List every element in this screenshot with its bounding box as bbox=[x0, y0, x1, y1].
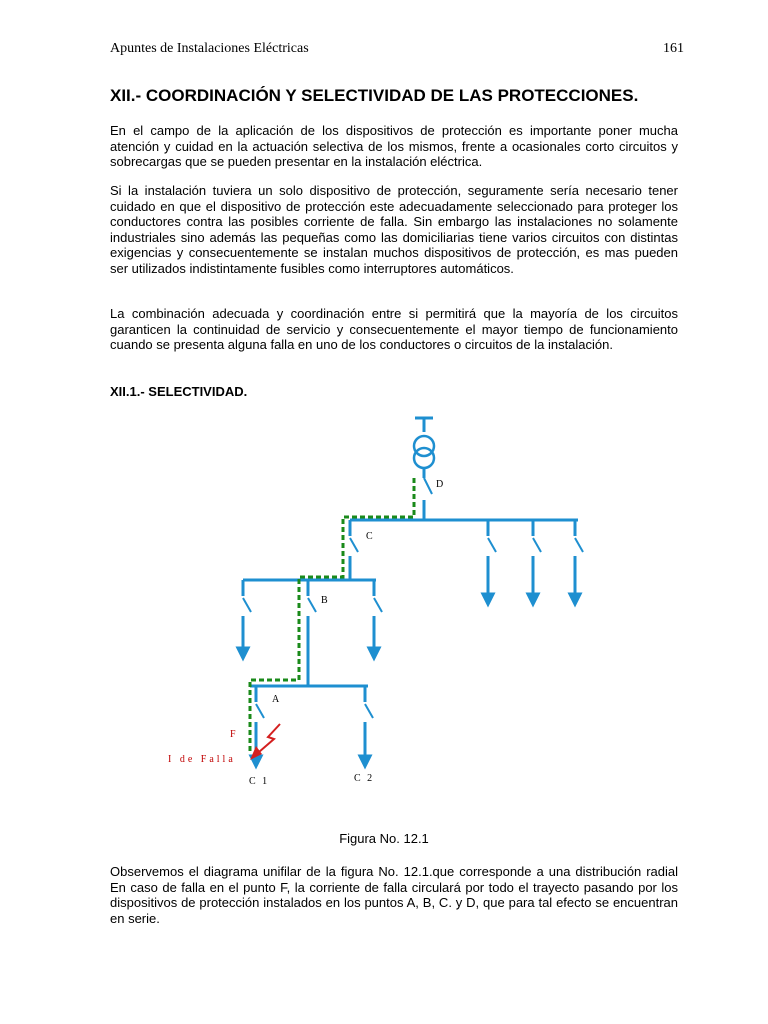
breaker-b bbox=[308, 598, 316, 612]
closing-paragraph: Observemos el diagrama unifilar de la figura No. 12.1.que corresponde a una distribución radial En caso de falla en el punto F, la corriente de falla circulará por todo el trayecto pasando por los dispositivos de protección instalados en los puntos A, B, C. y D, que para tal efecto se encuentran en serie. bbox=[110, 864, 678, 926]
transformer-icon bbox=[414, 436, 434, 456]
label-f: F bbox=[230, 729, 236, 740]
fault-lightning-icon bbox=[259, 724, 280, 752]
label-a: A bbox=[272, 694, 280, 705]
figure-caption: Figura No. 12.1 bbox=[339, 831, 429, 846]
diagram-lines bbox=[243, 418, 583, 762]
paragraph-2: Si la instalación tuviera un solo dispositivo de protección, seguramente sería necesario tener cuidado en que el dispositivo de protección este adecuadamente seleccionado para proteger los conductores contra las posibles corriente de falla. Sin embargo las instalaciones no solamente industriales sino además las pequeñas como las domiciliarias tiene varios circuitos con distintas exigencias y consecuentemente se instalan muchos dispositivos de protección, es mas pueden ser utilizados indistintamente fusibles como interruptores automáticos. bbox=[110, 183, 678, 276]
breaker-a bbox=[256, 704, 264, 718]
label-c2: C 2 bbox=[354, 773, 375, 784]
page-number: 161 bbox=[663, 41, 684, 56]
label-b: B bbox=[321, 595, 328, 606]
paragraph-1: En el campo de la aplicación de los dispositivos de protección es importante poner mucha atención y cuidad en la actuación selectiva de los mismos, frente a ocasionales corto circuitos y sobrecargas que se pueden presentar en la instalación eléctrica. bbox=[110, 123, 678, 170]
label-c: C bbox=[366, 531, 373, 542]
section-title: XII.- COORDINACIÓN Y SELECTIVIDAD DE LAS PROTECCIONES. bbox=[110, 86, 639, 105]
subsection-title: XII.1.- SELECTIVIDAD. bbox=[110, 384, 248, 399]
header-title: Apuntes de Instalaciones Eléctricas bbox=[110, 41, 309, 56]
label-d: D bbox=[436, 479, 444, 490]
label-fault-current: I de Falla bbox=[168, 754, 236, 765]
breaker-d bbox=[424, 478, 432, 494]
label-c1: C 1 bbox=[249, 776, 270, 787]
paragraph-3: La combinación adecuada y coordinación entre si permitirá que la mayoría de los circuitos garanticen la continuidad de servicio y consecuentemente el mayor tiempo de funcionamiento cuando se presenta alguna falla en uno de los conductores o circuitos de la instalación. bbox=[110, 306, 678, 353]
breaker-c bbox=[350, 538, 358, 552]
